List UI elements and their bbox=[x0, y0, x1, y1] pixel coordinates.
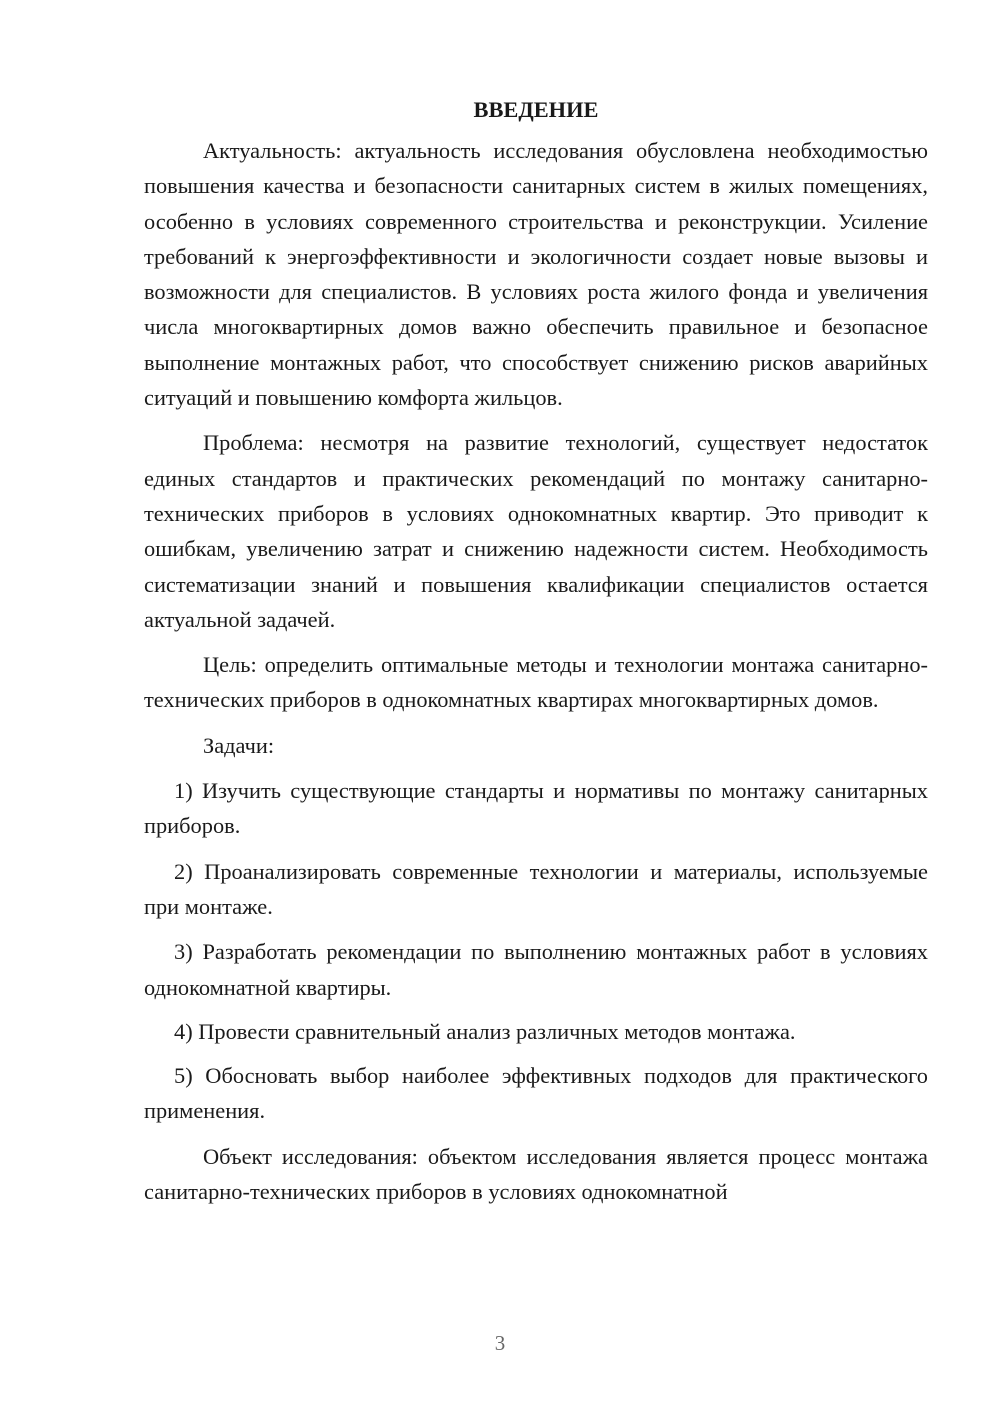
task-item-3: 3) Разработать рекомендации по выполнению монтажных работ в условиях однокомнатной квартиры. bbox=[144, 939, 928, 1000]
task-item-5: 5) Обосновать выбор наиболее эффективных подходов для практического применения. bbox=[144, 1063, 928, 1124]
paragraph-goal: Цель: определить оптимальные методы и технологии монтажа санитарно-технических приборов в однокомнатных квартирах многоквартирных домов. bbox=[144, 652, 928, 713]
paragraph-problem: Проблема: несмотря на развитие технологий, существует недостаток единых стандартов и практических рекомендаций по монтажу санитарно-технических приборов в условиях однокомнатных квартир. Это приводит к ошибкам, увеличению затрат и снижению надежности систем. Необходимость систематизации знаний и повышения квалификации специалистов остается актуальной задачей. bbox=[144, 430, 928, 632]
document-page bbox=[144, 92, 928, 1209]
task-item-4: 4) Провести сравнительный анализ различных методов монтажа. bbox=[174, 1018, 796, 1044]
paragraph-object: Объект исследования: объектом исследования является процесс монтажа санитарно-технических приборов в условиях однокомнатной bbox=[144, 1143, 928, 1205]
page-number: 3 bbox=[494, 1331, 506, 1355]
section-title: ВВЕДЕНИЕ bbox=[473, 97, 599, 122]
tasks-heading: Задачи: bbox=[203, 732, 275, 758]
paragraph-relevance: Актуальность: актуальность исследования обусловлена необходимостью повышения качества и безопасности санитарных систем в жилых помещениях, особенно в условиях современного строительства и реконструкции. Усиление требований к энергоэффективности и экологичности создает новые вызовы и возможности для специалистов. В условиях роста жилого фонда и увеличения числа многоквартирных домов важно обеспечить правильное и безопасное выполнение монтажных работ, что способствует снижению рисков аварийных ситуаций и повышению комфорта жильцов. bbox=[144, 138, 928, 411]
task-item-2: 2) Проанализировать современные технологии и материалы, используемые при монтаже. bbox=[144, 858, 928, 919]
task-item-1: 1) Изучить существующие стандарты и нормативы по монтажу санитарных приборов. bbox=[144, 778, 928, 839]
